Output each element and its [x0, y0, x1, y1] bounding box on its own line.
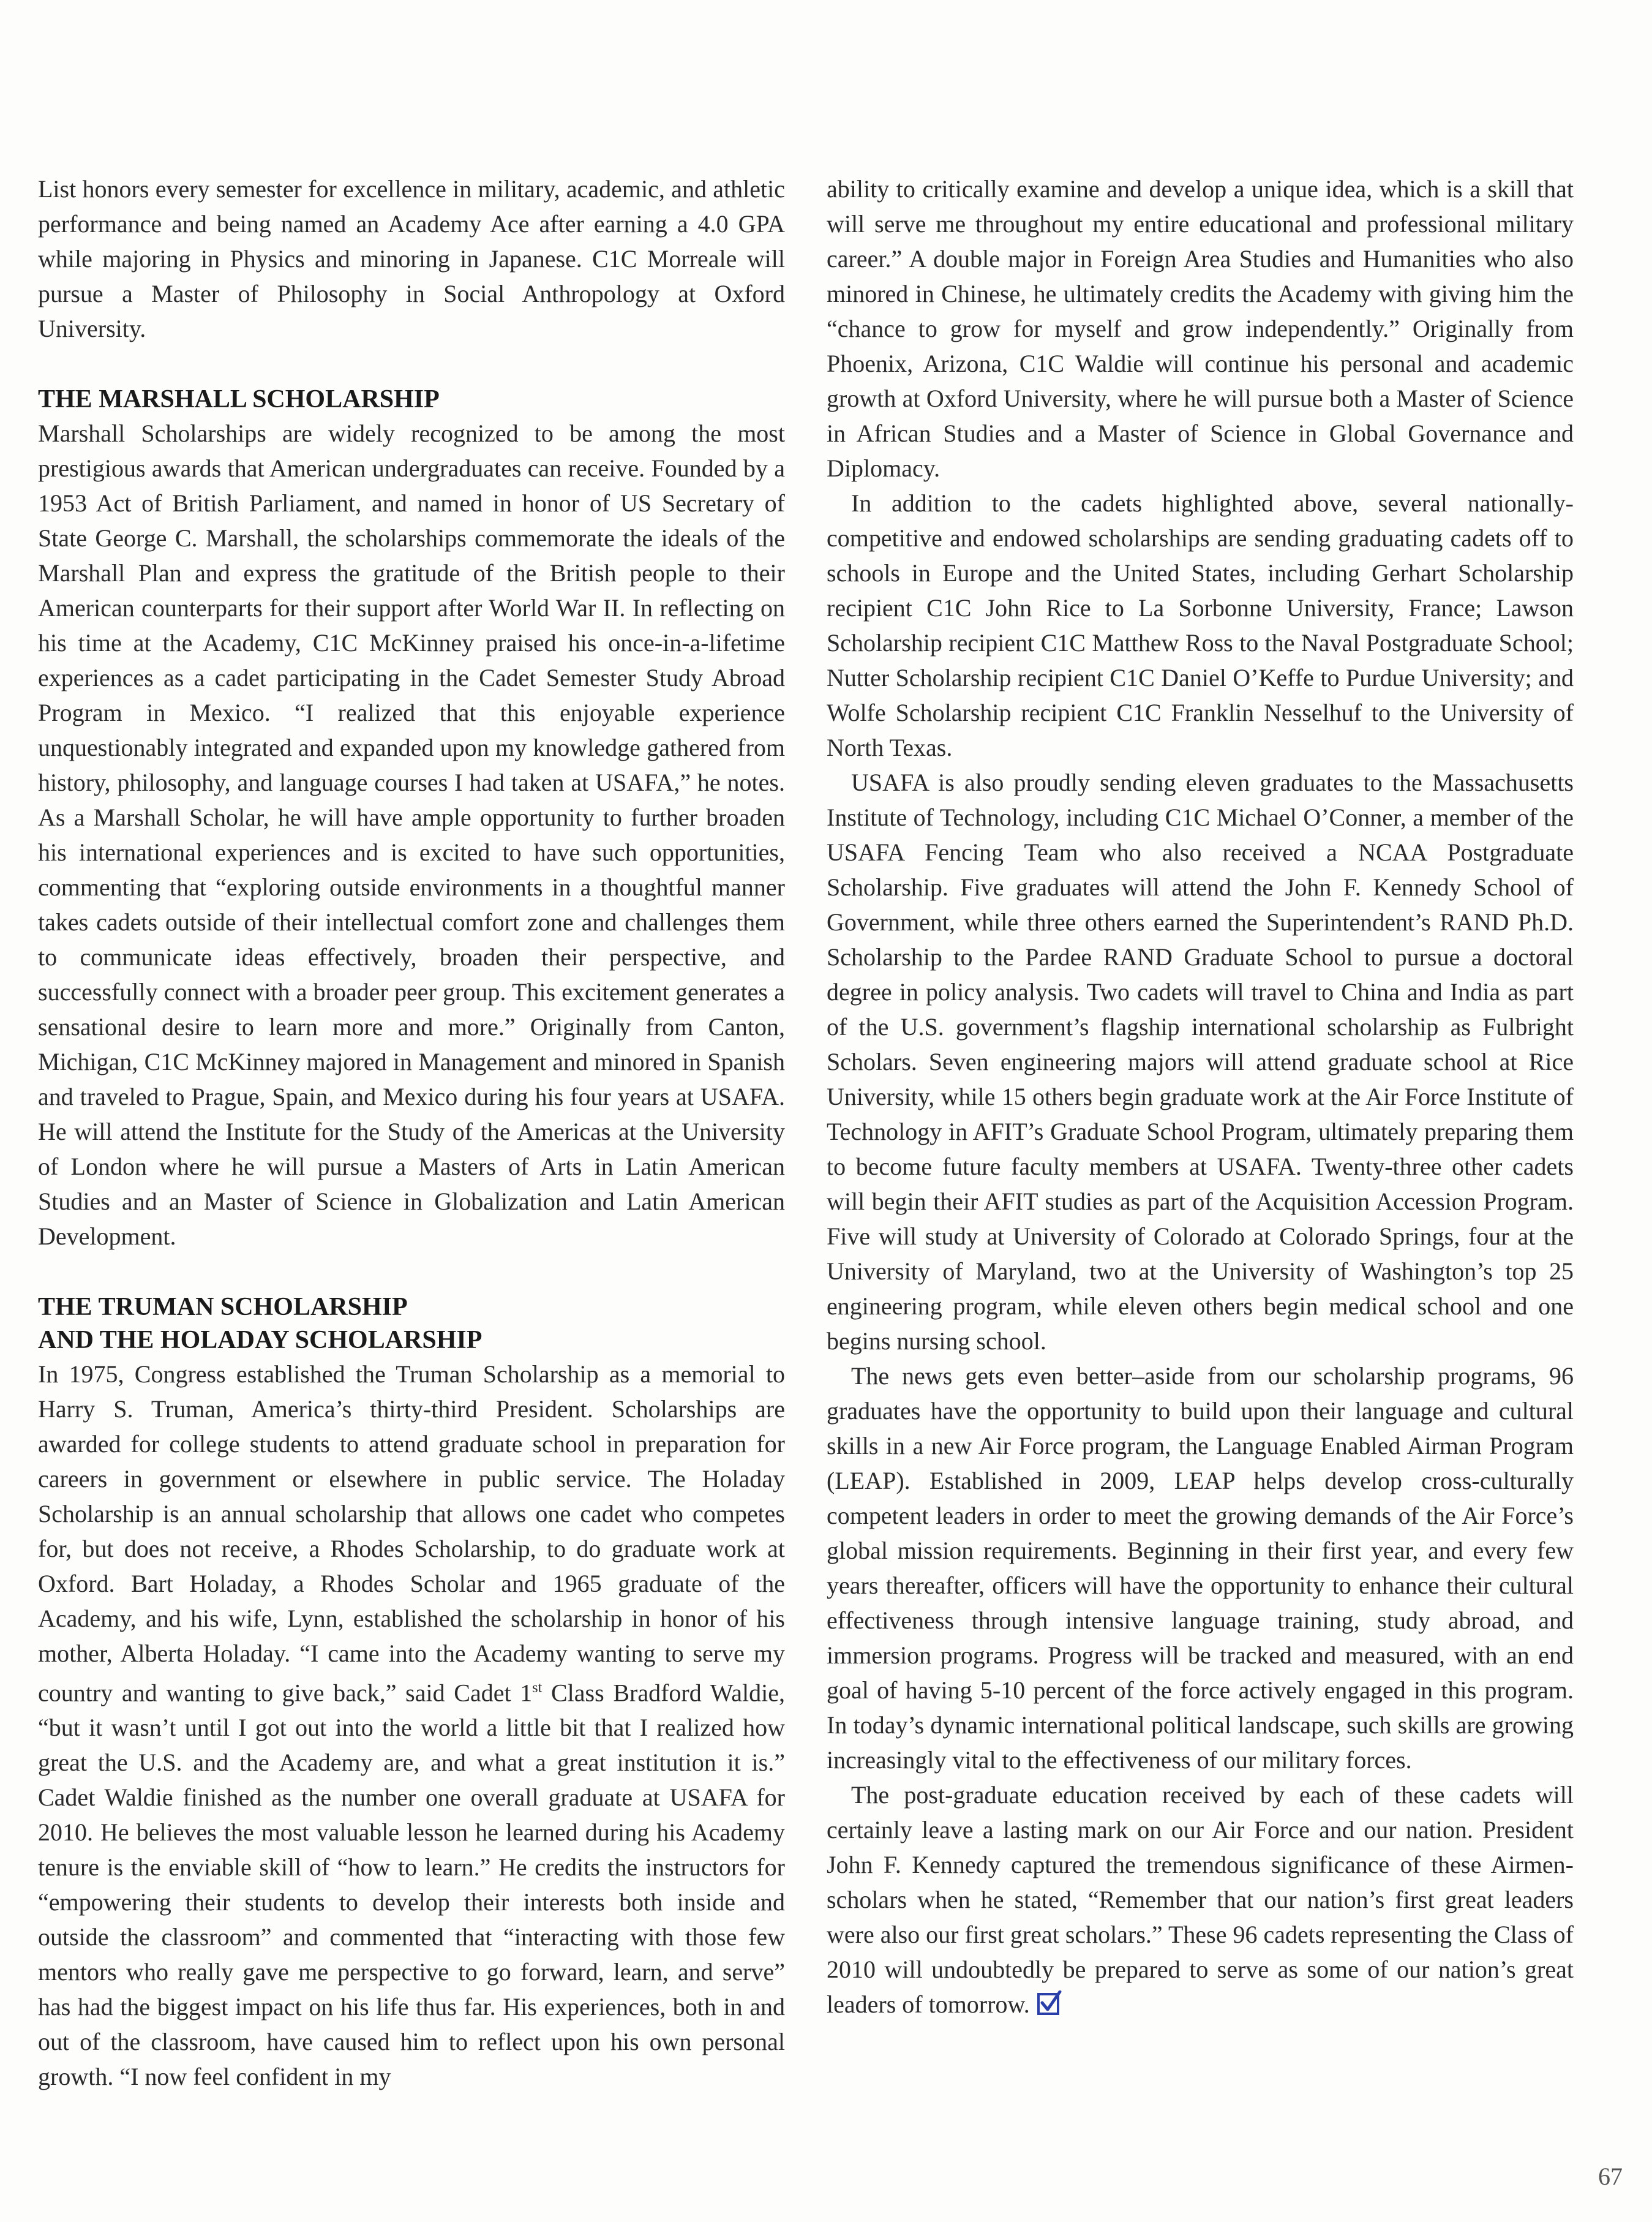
leap-program-paragraph: The news gets even better–aside from our scholarship programs, 96 graduates have the opportunity to build upon their language and cultural skills in a new Air Force program, the Language Enabled Airman Program (LEAP). Established in 2009, LEAP helps develop cross-culturally competent leaders in order to meet the growing demands of the Air Force’s global mission requirements. Beginning in their first year, and every few years thereafter, officers will have the opportunity to enhance their cultural effectiveness through intensive language training, study abroad, and immersion programs. Progress will be tracked and measured, with an end goal of having 5-10 percent of the force actively engaged in this program. In today’s dynamic international political landscape, such skills are growing increasingly vital to the effectiveness of our military forces. — [827, 1362, 1574, 1774]
intro-paragraph: List honors every semester for excellence in military, academic, and athletic performance and being named an Academy Ace after earning a 4.0 GPA while majoring in Physics and minoring in Japanese. C1C Morreale will pursue a Master of Philosophy in Social Anthropology at Oxford University. — [38, 175, 785, 342]
right-column — [827, 171, 1574, 2022]
truman-paragraph-part1: In 1975, Congress established the Truman Scholarship as a memorial to Harry S. Truman, America’s thirty-third President. Scholarships are awarded for college students to attend graduate school in preparation for careers in government or elsewhere in public service. The Holaday Scholarship is an annual scholarship that allows one cadet who competes for, but does not receive, a Rhodes Scholarship, to do graduate work at Oxford. Bart Holaday, a Rhodes Scholar and 1965 graduate of the Academy, and his wife, Lynn, established the scholarship in honor of his mother, Alberta Holaday. “I came into the Academy wanting to serve my country and wanting to give back,” said Cadet 1 — [38, 1360, 785, 1707]
truman-paragraph-part2: Class Bradford Waldie, “but it wasn’t until I got out into the world a little bit that I realized how great the U.S. and the Academy are, and what a great institution it is.” Cadet Waldie finished as the number one overall graduate at USAFA for 2010. He believes the most valuable lesson he learned during his Academy tenure is the enviable skill of “how to learn.” He credits the instructors for “empowering their students to develop their interests both inside and outside the classroom” and commented that “interacting with those few mentors who really gave me perspective to go forward, learn, and serve” has had the biggest impact on his life thus far. His experiences, both in and out of the classroom, have caused him to reflect upon his own personal growth. “I now feel confident in my — [38, 1679, 785, 2091]
page-number: 67 — [1598, 2163, 1623, 2190]
truman-heading-line2: AND THE HOLADAY SCHOLARSHIP — [38, 1326, 482, 1354]
marshall-scholarship-heading: THE MARSHALL SCHOLARSHIP — [38, 385, 440, 413]
truman-heading-line1: THE TRUMAN SCHOLARSHIP — [38, 1293, 408, 1321]
truman-scholarship-heading — [38, 1290, 785, 1357]
usafa-graduates-paragraph: USAFA is also proudly sending eleven graduates to the Massachusetts Institute of Technology, including C1C Michael O’Conner, a member of the USAFA Fencing Team who also received a NCAA Postgraduate Scholarship. Five graduates will attend the John F. Kennedy School of Government, while three others earned the Superintendent’s RAND Ph.D. Scholarship to the Pardee RAND Graduate School to pursue a doctoral degree in policy analysis. Two cadets will travel to China and India as part of the U.S. government’s flagship international scholarship as Fulbright Scholars. Seven engineering majors will attend graduate school at Rice University, while 15 others begin graduate work at the Air Force Institute of Technology in AFIT’s Graduate School Program, ultimately preparing them to become future faculty members at USAFA. Twenty-three other cadets will begin their AFIT studies as part of the Acquisition Accession Program. Five will study at University of Colorado at Colorado Springs, four at the University of Maryland, two at the University of Washington’s top 25 engineering program, while eleven others begin medical school and one begins nursing school. — [827, 769, 1574, 1355]
checkmark-box-icon — [1037, 1990, 1062, 2015]
truman-paragraph — [38, 1357, 785, 2094]
additional-scholarships-paragraph: In addition to the cadets highlighted above, several nationally-competitive and endowed scholarships are sending graduating cadets off to schools in Europe and the United States, including Gerhart Scholarship recipient C1C John Rice to La Sorbonne University, France; Lawson Scholarship recipient C1C Matthew Ross to the Naval Postgraduate School; Nutter Scholarship recipient C1C Daniel O’Keffe to Purdue University; and Wolfe Scholarship recipient C1C Franklin Nesselhuf to the University of North Texas. — [827, 489, 1574, 761]
closing-paragraph-text: The post-graduate education received by each of these cadets will certainly leave a lasting mark on our Air Force and our nation. President John F. Kennedy captured the tremendous significance of these Airmen-scholars when he stated, “Remember that our nation’s first great leaders were also our first great scholars.” These 96 cadets representing the Class of 2010 will undoubtedly be prepared to serve as some of our nation’s great leaders of tomorrow. — [827, 1781, 1574, 2018]
continuation-paragraph: ability to critically examine and develop a unique idea, which is a skill that will serve me throughout my entire educational and professional military career.” A double major in Foreign Area Studies and Humanities who also minored in Chinese, he ultimately credits the Academy with giving him the “chance to grow for myself and grow independently.” Originally from Phoenix, Arizona, C1C Waldie will continue his personal and academic growth at Oxford University, where he will pursue both a Master of Science in African Studies and a Master of Science in Global Governance and Diplomacy. — [827, 175, 1574, 482]
closing-paragraph — [827, 1777, 1574, 2022]
ordinal-superscript: st — [532, 1680, 543, 1696]
left-column — [38, 171, 785, 2094]
marshall-paragraph: Marshall Scholarships are widely recognized to be among the most prestigious awards that American undergraduates can receive. Founded by a 1953 Act of British Parliament, and named in honor of US Secretary of State George C. Marshall, the scholarships commemorate the ideals of the Marshall Plan and express the gratitude of the British people to their American counterparts for their support after World War II. In reflecting on his time at the Academy, C1C McKinney praised his once-in-a-lifetime experiences as a cadet participating in the Cadet Semester Study Abroad Program in Mexico. “I realized that this enjoyable experience unquestionably integrated and expanded upon my knowledge gathered from history, philosophy, and language courses I had taken at USAFA,” he notes. As a Marshall Scholar, he will have ample opportunity to further broaden his international experiences and is excited to have such opportunities, commenting that “exploring outside environments in a thoughtful manner takes cadets outside of their intellectual comfort zone and challenges them to communicate ideas effectively, broaden their perspective, and successfully connect with a broader peer group. This excitement generates a sensational desire to learn more and more.” Originally from Canton, Michigan, C1C McKinney majored in Management and minored in Spanish and traveled to Prague, Spain, and Mexico during his four years at USAFA. He will attend the Institute for the Study of the Americas at the University of London where he will pursue a Masters of Arts in Latin American Studies and an Master of Science in Globalization and Latin American Development. — [38, 420, 785, 1250]
